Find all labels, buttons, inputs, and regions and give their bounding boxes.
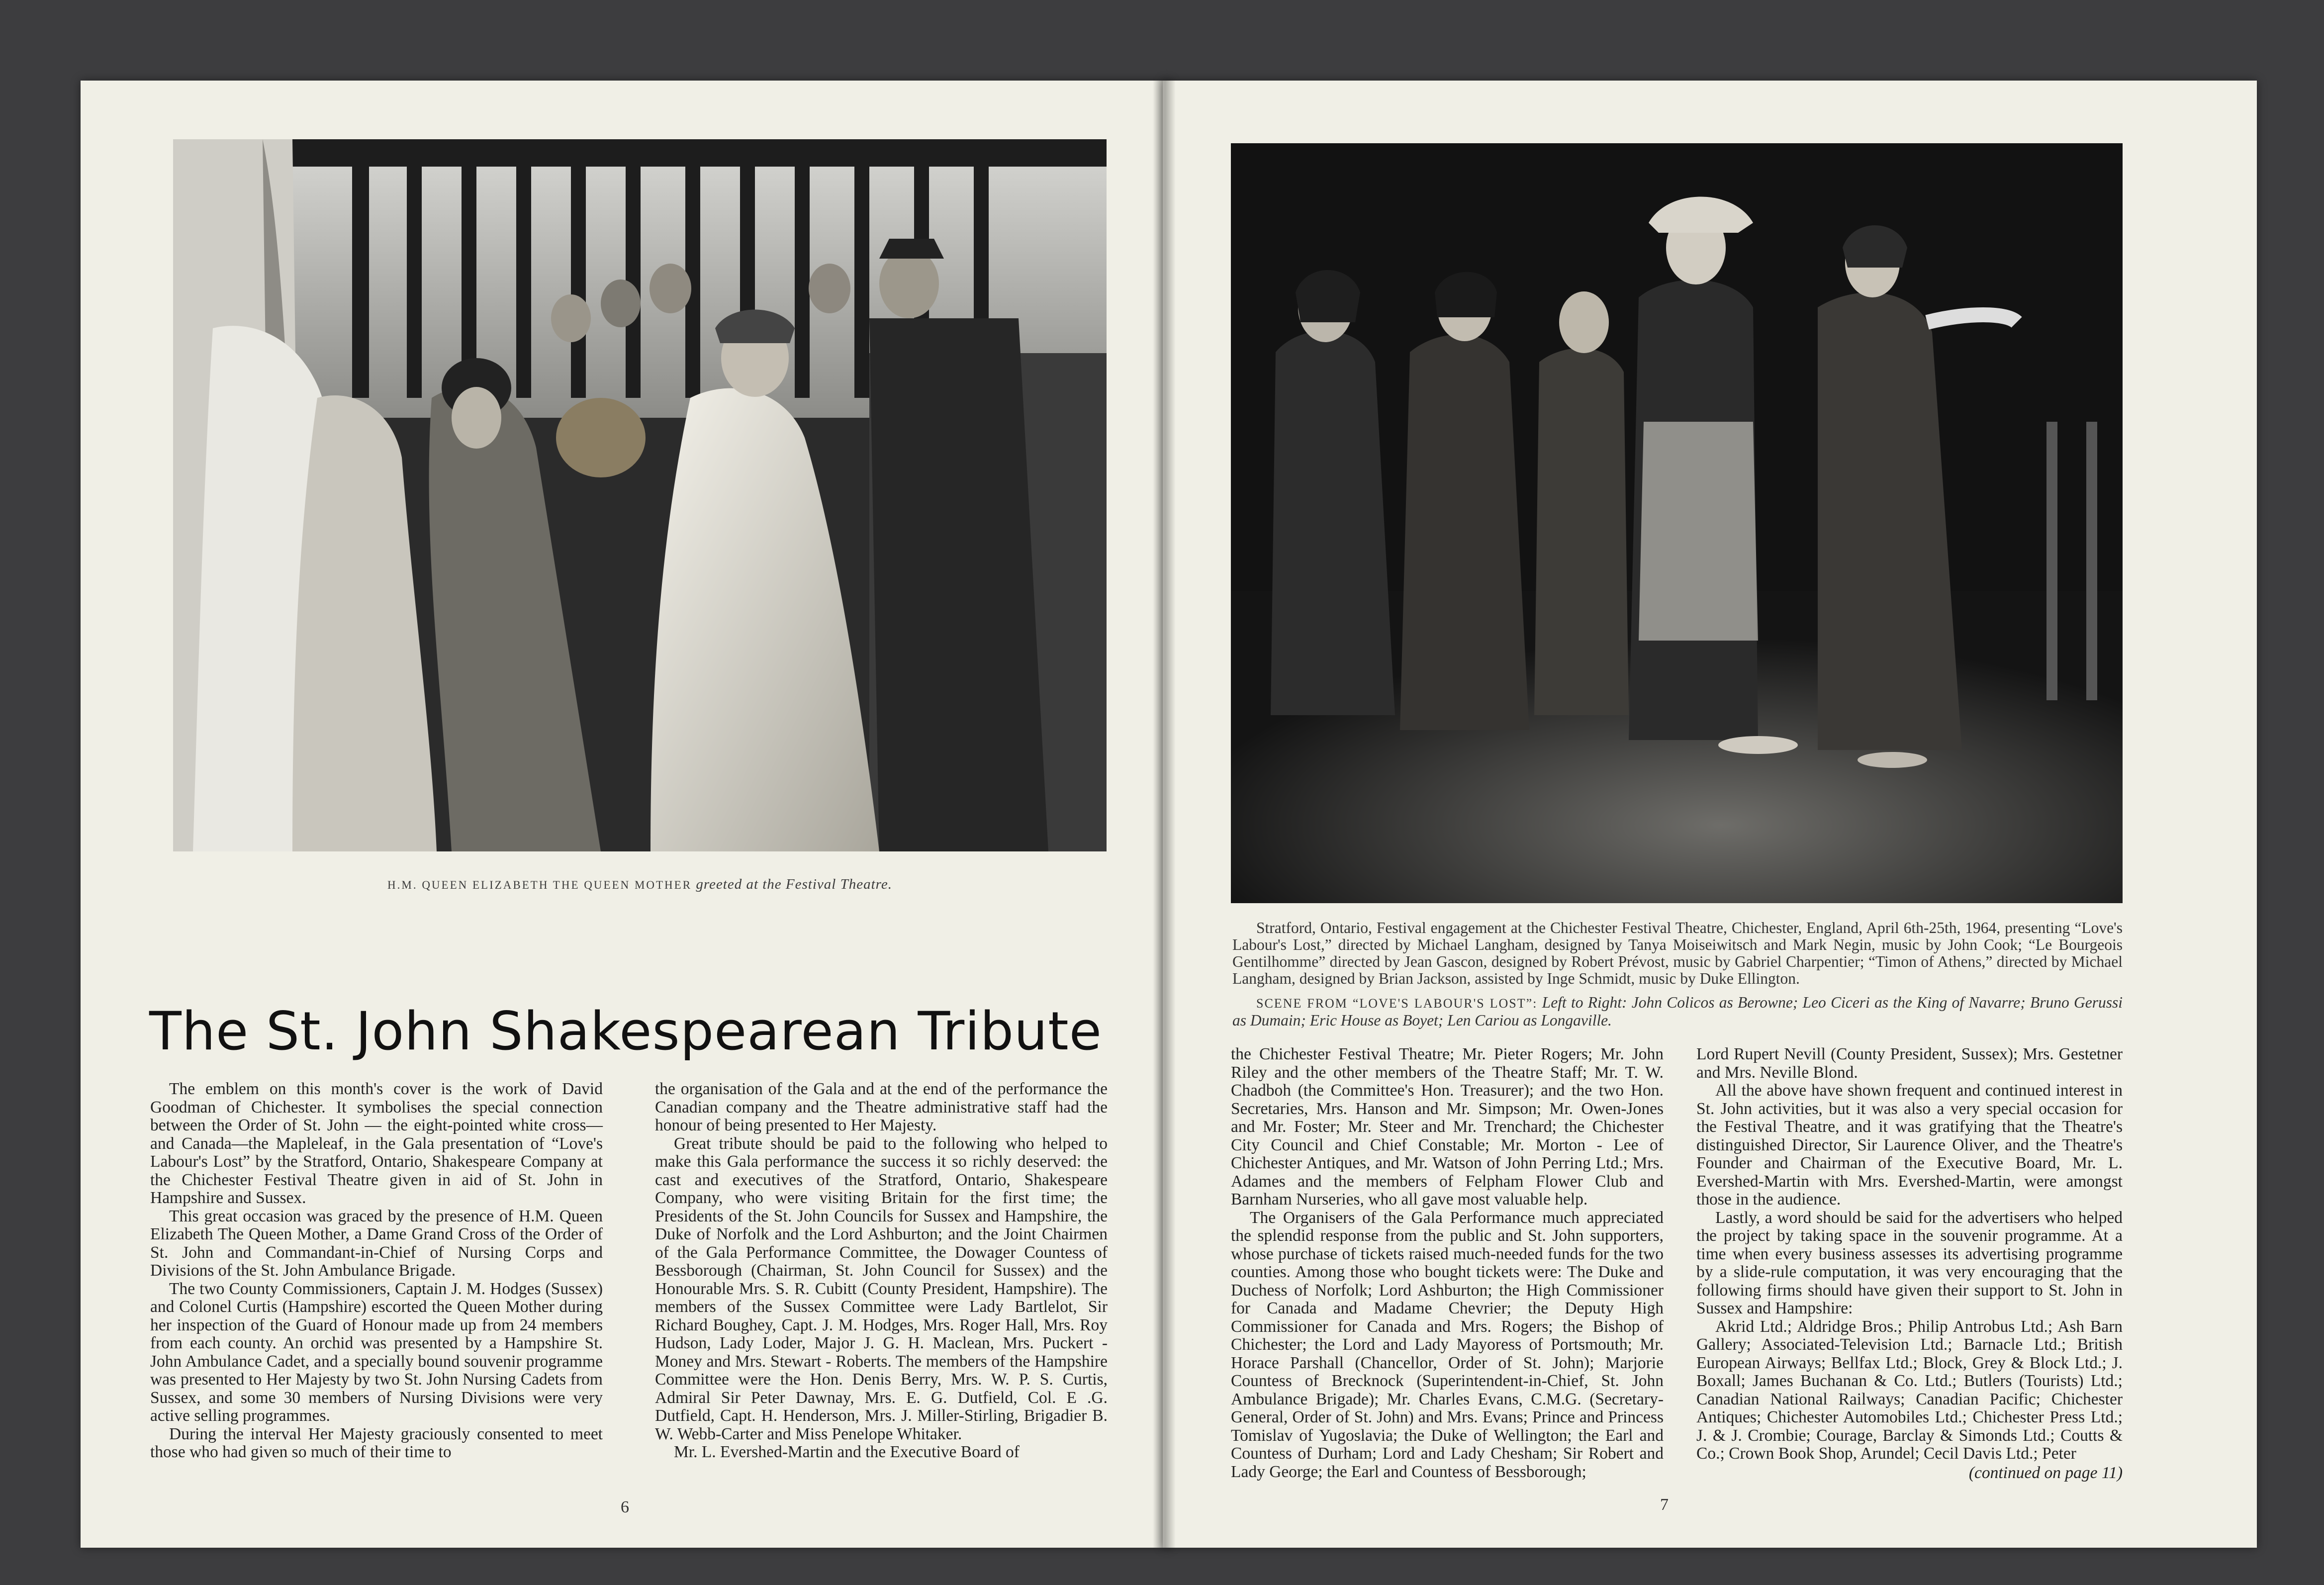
scene-cast: Left to Right: John Colicos as Berowne; Leo Ciceri as the King of Navarre; Bruno Gerussi as Dumain; Eric House as Boyet; Len Cariou as Longaville.	[1232, 994, 2123, 1029]
paragraph: During the interval Her Majesty graciously consented to meet those who had given so much of their time to	[150, 1424, 603, 1461]
paragraph: Lastly, a word should be said for the advertisers who helped the project by taking space in the souvenir programme. At a time when every business assesses its advertising programme by a slide-rule computation, it was very encouraging that the following firms should have given their support to St. John in Sussex and Hampshire:	[1696, 1208, 2123, 1317]
article-headline: The St. John Shakespearean Tribute	[149, 1001, 1102, 1062]
paragraph: The Organisers of the Gala Performance much appreciated the splendid response from the public and St. John supporters, whose purchase of tickets raised much-needed funds for the two counties. Among those who bought tickets were: The Duke and Duchess of Norfolk; Lord Ashburton; the High Commissioner for Canada and Madame Chevrier; the Deputy High Commissioner for Canada and Mrs. Rogers; the Bishop of Chichester; the Lord and Lady Mayoress of Portsmouth; Mr. Horace Parshall (Chancellor, Order of St. John); Marjorie Countess of Brecknock (Superintendent-in-Chief, St. John Ambulance Brigade); Mr. Charles Evans, C.M.G. (Secretary-General, Order of St. John) and Mrs. Evans; Prince and Princess Tomislav of Yugoslavia; the Duke of Wellington; the Earl and Countess of Durham; Lord and Lady Chesham; Sir Robert and Lady George; the Earl and Countess of Bessborough;	[1231, 1208, 1664, 1481]
caption-lead: H.M. QUEEN ELIZABETH THE QUEEN MOTHER	[387, 879, 692, 891]
paragraph: the Chichester Festival Theatre; Mr. Pieter Rogers; Mr. John Riley and the other members of the Theatre Staff; Mr. T. W. Chadboh (the Committee's Hon. Treasurer); and the two Hon. Secretaries, Mrs. Hanson and Mr. Simpson; Mr. Owen-Jones and Mr. Foster; Mr. Steer and Mr. Trenchard; the Chichester City Council and Chief Constable; Mr. Morton - Lee of Chichester Antiques, and Mr. Watson of John Perring Ltd.; Mrs. Adames and the members of Felpham Flower Club and Barnham Nurseries, who all gave most valuable help.	[1231, 1045, 1664, 1209]
paragraph: Akrid Ltd.; Aldridge Bros.; Philip Antrobus Ltd.; Ash Barn Gallery; Associated-Television Ltd.; Barnacle Ltd.; British European Airways; Bellfax Ltd.; Block, Grey & Block Ltd.; J. Boxall; James Buchanan & Co. Ltd.; Butlers (Tourists) Ltd.; Canadian National Railways; Canadian Pacific; Chichester Antiques; Chichester Automobiles Ltd.; Chichester Press Ltd.; J. & J. Crombie; Courage, Barclay & Simonds Ltd.; Coutts & Co.; Crown Book Shop, Arundel; Cecil Davis Ltd.; Peter	[1696, 1317, 2123, 1463]
page-number: 6	[621, 1498, 629, 1516]
right-column-1	[1231, 1045, 1664, 1481]
left-column-2	[655, 1080, 1108, 1462]
caption-paragraph: Stratford, Ontario, Festival engagement at the Chichester Festival Theatre, Chichester, England, April 6th-25th, 1964, presenting “Love's Labour's Lost,” directed by Michael Langham, designed by Tanya Moiseiwitsch and Mark Negin, music by John Cook; “Le Bourgeois Gentilhomme” directed by Jean Gascon, designed by Robert Prévost, music by Gabriel Charpentier; “Timon of Athens,” directed by Michael Langham, designed by Brian Jackson, assisted by Inge Schmidt, music by Duke Ellington.	[1232, 919, 2123, 987]
paragraph: Lord Rupert Nevill (County President, Sussex); Mrs. Gestetner and Mrs. Neville Blond.	[1696, 1045, 2123, 1082]
stage-scene-photo	[1231, 143, 2123, 903]
paragraph: Mr. L. Evershed-Martin and the Executive Board of	[674, 1443, 1020, 1461]
paragraph: All the above have shown frequent and continued interest in St. John activities, but it was also a very special occasion for the Festival Theatre, and it was gratifying that the Theatre's distinguished Director, Sir Laurence Oliver, and the Theatre's Founder and Chairman of the Executive Board, Mr. L. Evershed-Martin with Mrs. Evershed-Martin, were amongst those in the audience.	[1696, 1081, 2123, 1209]
queen-mother-photo	[173, 139, 1107, 851]
left-page	[81, 81, 1171, 1548]
spine-shadow	[1153, 81, 1176, 1548]
caption-rest: greeted at the Festival Theatre.	[696, 876, 892, 892]
photo-caption	[173, 876, 1107, 893]
paragraph: The emblem on this month's cover is the work of David Goodman of Chichester. It symbolises the special connection between the Order of St. John — the eight-pointed white cross—and Canada—the Mapleleaf, in the Gala presentation of “Love's Labour's Lost” by the Stratford, Ontario, Shakespeare Company at the Chichester Festival Theatre given in aid of St. John in Hampshire and Sussex.	[150, 1080, 603, 1207]
paragraph: Great tribute should be paid to the following who helped to make this Gala performance the success it so richly deserved: the cast and executives of the Stratford, Ontario, Shakespeare Company, who were visiting Britain for the first time; the Presidents of the St. John Councils for Sussex and Hampshire, the Duke of Norfolk and the Lord Ashburton; and the Joint Chairmen of the Gala Performance Committee, the Dowager Countess of Bessborough (Chairman, St. John Council for Sussex) and the Honourable Mrs. S. R. Cubitt (County President, Hampshire). The members of the Sussex Committee were Lady Bartlelot, Sir Richard Boughey, Capt. J. M. Hodges, Mrs. Roger Hall, Mrs. Roy Hudson, Lady Loder, Major J. G. H. Maclean, Mrs. Puckert - Money and Mrs. Stewart - Roberts. The members of the Hampshire Committee were the Hon. Denis Berry, Mrs. W. P. S. Curtis, Admiral Sir Peter Dawnay, Mrs. E. G. Dutfield, Col. E .G. Dutfield, Capt. H. Henderson, Mrs. J. Miller-Stirling, Brigadier B. W. Webb-Carter and Miss Penelope Whitaker.	[655, 1134, 1108, 1443]
scene-credit	[1232, 994, 2123, 1029]
right-column-2	[1696, 1045, 2123, 1482]
scene-lead: SCENE FROM “LOVE'S LABOUR'S LOST”:	[1256, 996, 1538, 1011]
queen-mother-photo-image	[173, 139, 1107, 851]
paragraph: This great occasion was graced by the presence of H.M. Queen Elizabeth The Queen Mother, a Dame Grand Cross of the Order of St. John and Commandant-in-Chief of Nursing Corps and Divisions of the St. John Ambulance Brigade.	[150, 1207, 603, 1280]
continued-note: (continued on page 11)	[1968, 1463, 2123, 1482]
theatre-caption	[1232, 920, 2123, 1029]
stage-scene-photo-image	[1231, 143, 2123, 903]
paragraph: The two County Commissioners, Captain J. M. Hodges (Sussex) and Colonel Curtis (Hampshire) escorted the Queen Mother during her inspection of the Guard of Honour made up from 24 members from each county. An orchid was presented by a Hampshire St. John Ambulance Cadet, and a specially bound souvenir programme was presented to Her Majesty by two St. John Nursing Cadets from Sussex, and some 30 members of Nursing Divisions were very active selling programmes.	[150, 1279, 603, 1425]
right-page	[1163, 81, 2257, 1548]
paragraph: the organisation of the Gala and at the end of the performance the Canadian company and the Theatre administrative staff had the honour of being presented to Her Majesty.	[655, 1080, 1108, 1134]
left-column-1	[150, 1080, 603, 1462]
page-number: 7	[1660, 1495, 1669, 1514]
